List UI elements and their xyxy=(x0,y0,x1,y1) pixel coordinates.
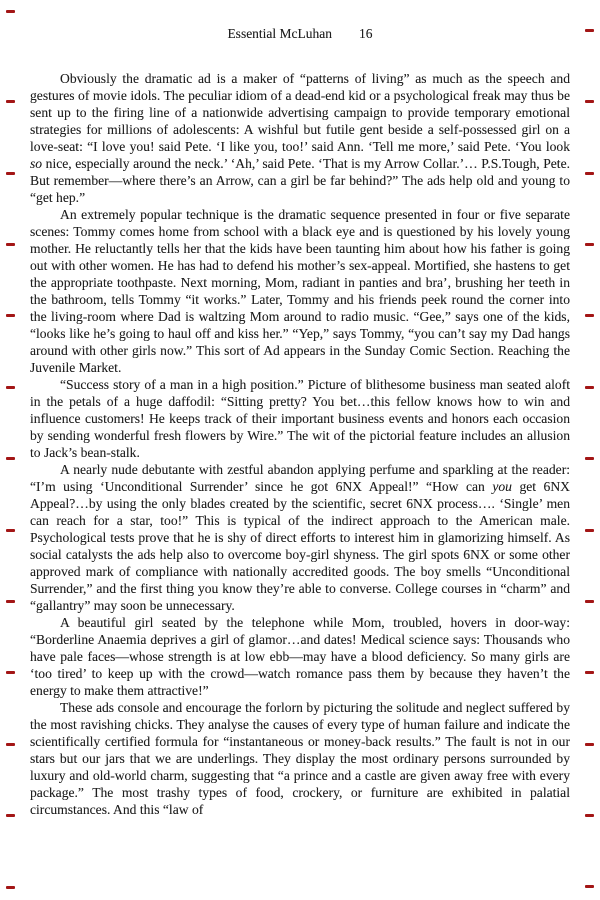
edge-mark xyxy=(6,743,15,746)
edge-mark xyxy=(585,386,594,389)
edge-mark xyxy=(585,529,594,532)
edge-mark xyxy=(585,814,594,817)
page-number: 16 xyxy=(359,26,373,41)
text-run: These ads console and encourage the forlorn by picturing the solitude and neglect suffered by the most ravishing chicks. They analyse the causes of every type of human failure and indicate the scientifically certified formula for “instantaneous or money-back results.” The fault is not in our stars but our jars that we are underlings. They display the most ordinary persons surrounded by luxury and old-world charm, suggesting that “a prince and a castle are given away free with every package.” The most trashy types of food, crockery, or furniture are exhibited in palatial circumstances. And this “law of xyxy=(30,700,570,817)
edge-mark xyxy=(6,814,15,817)
text-run: nice, especially around the neck.’ ‘Ah,’ said Pete. ‘That is my Arrow Collar.’… P.S.Tough, Pete. But remember—where there’s an Arrow, can a girl be far behind?” The ads help old and young to “get hep.” xyxy=(30,156,570,205)
edge-mark xyxy=(585,457,594,460)
edge-mark xyxy=(6,600,15,603)
paragraph xyxy=(30,206,570,376)
edge-mark xyxy=(585,314,594,317)
edge-mark xyxy=(585,671,594,674)
edge-mark xyxy=(585,29,594,32)
text-run: An extremely popular technique is the dramatic sequence presented in four or five separate scenes: Tommy comes home from school with a black eye and is questioned by his lovely young mother. He reluctantly tells her that the kids have been taunting him about how his father is going out with other women. He has had to defend his mother’s sex-appeal. Mortified, she hastens to get the appropriate toothpaste. Next morning, Mom, radiant in panties and bra’, brushing her teeth in the bathroom, tells Tommy “it works.” Later, Tommy and his friends peek round the corner into the living-room where Dad is waltzing Mom around to radio music. “Gee,” says one of the kids, “looks like he’s going to haul off and kiss her.” “Yep,” says Tommy, “you can’t say my Dad hangs around with other girls now.” This sort of Ad appears in the Sunday Comic Section. Reaching the Juvenile Market. xyxy=(30,207,570,375)
text-run: A nearly nude debutante with zestful abandon applying perfume and sparkling at the reader: “I’m using ‘Unconditional Surrender’ since he got 6NX Appeal!” “How can xyxy=(30,462,570,494)
italic-run: so xyxy=(30,156,43,171)
edge-mark xyxy=(585,885,594,888)
edge-mark xyxy=(6,10,15,13)
body-text xyxy=(30,70,570,818)
running-header xyxy=(0,26,600,42)
italic-run: you xyxy=(492,479,512,494)
edge-mark xyxy=(6,457,15,460)
edge-mark xyxy=(6,886,15,889)
edge-mark xyxy=(6,243,15,246)
edge-mark xyxy=(6,386,15,389)
text-run: A beautiful girl seated by the telephone while Mom, troubled, hovers in door-way: “Borderline Anaemia deprives a girl of glamor…and dates! Medical science says: Thousands who have pale faces—whose strength is at low ebb—may have a blood deficiency. So many girls are ‘too tired’ to keep up with the crowd—watch romance pass them by because they haven’t the energy to make them attractive!” xyxy=(30,615,570,698)
edge-mark xyxy=(585,172,594,175)
edge-mark xyxy=(585,100,594,103)
paragraph xyxy=(30,699,570,818)
paragraph xyxy=(30,376,570,461)
edge-mark xyxy=(6,172,15,175)
edge-mark xyxy=(585,243,594,246)
text-run: “Success story of a man in a high position.” Picture of blithesome business man seated aloft in the petals of a huge daffodil: “Sitting pretty? You bet…this fellow knows how to win and influence customers! He keeps track of their important business events and honors each occasion by sending wonderful fresh flowers by Wire.” The wit of the pictorial feature includes an allusion to Jack’s bean-stalk. xyxy=(30,377,570,460)
paragraph xyxy=(30,461,570,614)
text-run: get 6NX Appeal?…by using the only blades created by the scientific, secret 6NX process…. ‘Single’ men can reach for a star, too!” This is typical of the indirect approach to the American male. Psychological tests prove that he is shy of direct efforts to interest him in glamorizing himself. As social catalysts the ads help also to overcome boy-girl shyness. The girl spots 6NX or some other approved mark of compliance with nationally accredited goods. The boy smells “Unconditional Surrender,” and the first thing you know they’re able to converse. College courses in “charm” and “gallantry” may soon be unnecessary. xyxy=(30,479,570,613)
edge-mark xyxy=(6,529,15,532)
paragraph xyxy=(30,614,570,699)
edge-mark xyxy=(6,100,15,103)
paragraph xyxy=(30,70,570,206)
edge-mark xyxy=(6,671,15,674)
book-title: Essential McLuhan xyxy=(227,26,333,41)
text-run: Obviously the dramatic ad is a maker of “patterns of living” as much as the speech and gestures of movie idols. The peculiar idiom of a dead-end kid or a psychological freak may thus be sent up to the firing line of a nationwide advertising campaign to provide temporary emotional strategies for millions of adolescents: A wishful but futile gent beside a self-possessed girl on a love-seat: “I love you! said Pete. ‘I like you, too!’ said Ann. ‘Tell me more,’ said Pete. ‘You look xyxy=(30,71,570,154)
edge-mark xyxy=(585,600,594,603)
edge-mark xyxy=(585,743,594,746)
edge-mark xyxy=(6,314,15,317)
